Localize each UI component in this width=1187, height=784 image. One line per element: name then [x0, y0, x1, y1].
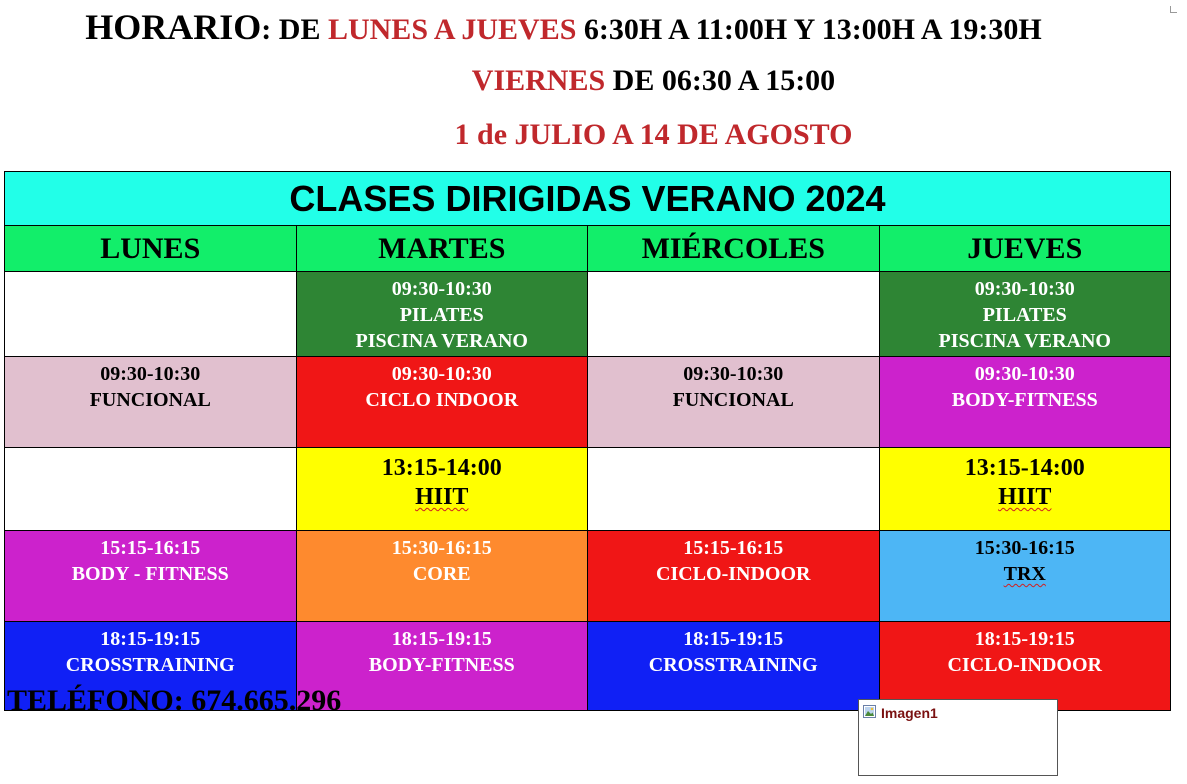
class-time: 15:30-16:15 [974, 537, 1075, 559]
class-location: PISCINA VERANO [355, 330, 528, 352]
friday-hours: DE 06:30 A 15:00 [605, 64, 836, 97]
class-time: 15:15-16:15 [683, 537, 784, 559]
class-name: HIIT [415, 484, 469, 510]
class-time: 18:15-19:15 [391, 628, 492, 650]
class-cell [588, 622, 880, 711]
friday-hours-line [60, 64, 1187, 98]
day-header-3: JUEVES [879, 226, 1171, 272]
class-name: CICLO-INDOOR [947, 654, 1102, 676]
class-cell [588, 448, 880, 531]
class-cell [296, 357, 588, 448]
image-icon [863, 705, 876, 718]
class-name: CORE [412, 563, 471, 585]
weekdays-range: LUNES A JUEVES [327, 13, 577, 46]
phone-number: TELÉFONO: 674.665.296 [7, 684, 342, 717]
class-time: 09:30-10:30 [974, 278, 1075, 300]
class-name-wrap [297, 483, 588, 512]
day-header-0: LUNES [5, 226, 297, 272]
table-row [5, 531, 1171, 622]
class-time: 15:15-16:15 [100, 537, 201, 559]
class-name-wrap [880, 483, 1171, 512]
class-name: HIIT [998, 484, 1052, 510]
class-cell [5, 448, 297, 531]
class-time: 09:30-10:30 [974, 363, 1075, 385]
table-title: CLASES DIRIGIDAS VERANO 2024 [5, 172, 1171, 226]
class-cell [588, 531, 880, 622]
day-header-1: MARTES [296, 226, 588, 272]
table-row [5, 448, 1171, 531]
class-cell [296, 531, 588, 622]
class-cell [879, 448, 1171, 531]
class-name: TRX [1003, 563, 1046, 585]
class-name: CROSSTRAINING [648, 654, 818, 676]
class-time: 15:30-16:15 [391, 537, 492, 559]
class-time: 13:15-14:00 [964, 455, 1085, 481]
class-name: CROSSTRAINING [65, 654, 235, 676]
class-name: PILATES [399, 304, 484, 326]
class-time: 18:15-19:15 [100, 628, 201, 650]
day-header-row [5, 226, 1171, 272]
class-cell [879, 622, 1171, 711]
image-placeholder[interactable] [858, 699, 1058, 776]
table-row [5, 272, 1171, 357]
class-location: PISCINA VERANO [938, 330, 1111, 352]
class-cell [296, 272, 588, 357]
class-cell [879, 531, 1171, 622]
class-name-wrap [880, 561, 1171, 587]
class-time: 09:30-10:30 [100, 363, 201, 385]
class-time: 18:15-19:15 [683, 628, 784, 650]
class-cell [879, 272, 1171, 357]
schedule-hours-line [0, 6, 1157, 48]
class-name: PILATES [982, 304, 1067, 326]
class-cell [879, 357, 1171, 448]
class-name: FUNCIONAL [672, 389, 794, 411]
class-time: 09:30-10:30 [683, 363, 784, 385]
date-range: 1 de JULIO A 14 DE AGOSTO [454, 118, 853, 151]
schedule-label: HORARIO [85, 7, 262, 47]
class-schedule-table [4, 171, 1171, 711]
table-row [5, 357, 1171, 448]
class-cell [296, 448, 588, 531]
class-name: BODY - FITNESS [71, 563, 229, 585]
friday-label: VIERNES [471, 64, 606, 97]
class-cell [588, 357, 880, 448]
class-time: 13:15-14:00 [381, 455, 502, 481]
class-cell [588, 272, 880, 357]
day-header-2: MIÉRCOLES [588, 226, 880, 272]
class-cell [5, 272, 297, 357]
class-time: 09:30-10:30 [391, 363, 492, 385]
class-name: BODY-FITNESS [368, 654, 515, 676]
class-name: BODY-FITNESS [951, 389, 1098, 411]
class-name: FUNCIONAL [89, 389, 211, 411]
class-name: CICLO INDOOR [365, 389, 519, 411]
image-label: Imagen1 [881, 705, 938, 721]
class-time: 09:30-10:30 [391, 278, 492, 300]
class-cell [5, 357, 297, 448]
page-corner-mark [1170, 6, 1177, 13]
class-name: CICLO-INDOOR [656, 563, 811, 585]
schedule-de: : DE [261, 13, 328, 46]
class-time: 18:15-19:15 [974, 628, 1075, 650]
class-cell [5, 531, 297, 622]
weekday-hours: 6:30H A 11:00H Y 13:00H A 19:30H [576, 13, 1042, 46]
